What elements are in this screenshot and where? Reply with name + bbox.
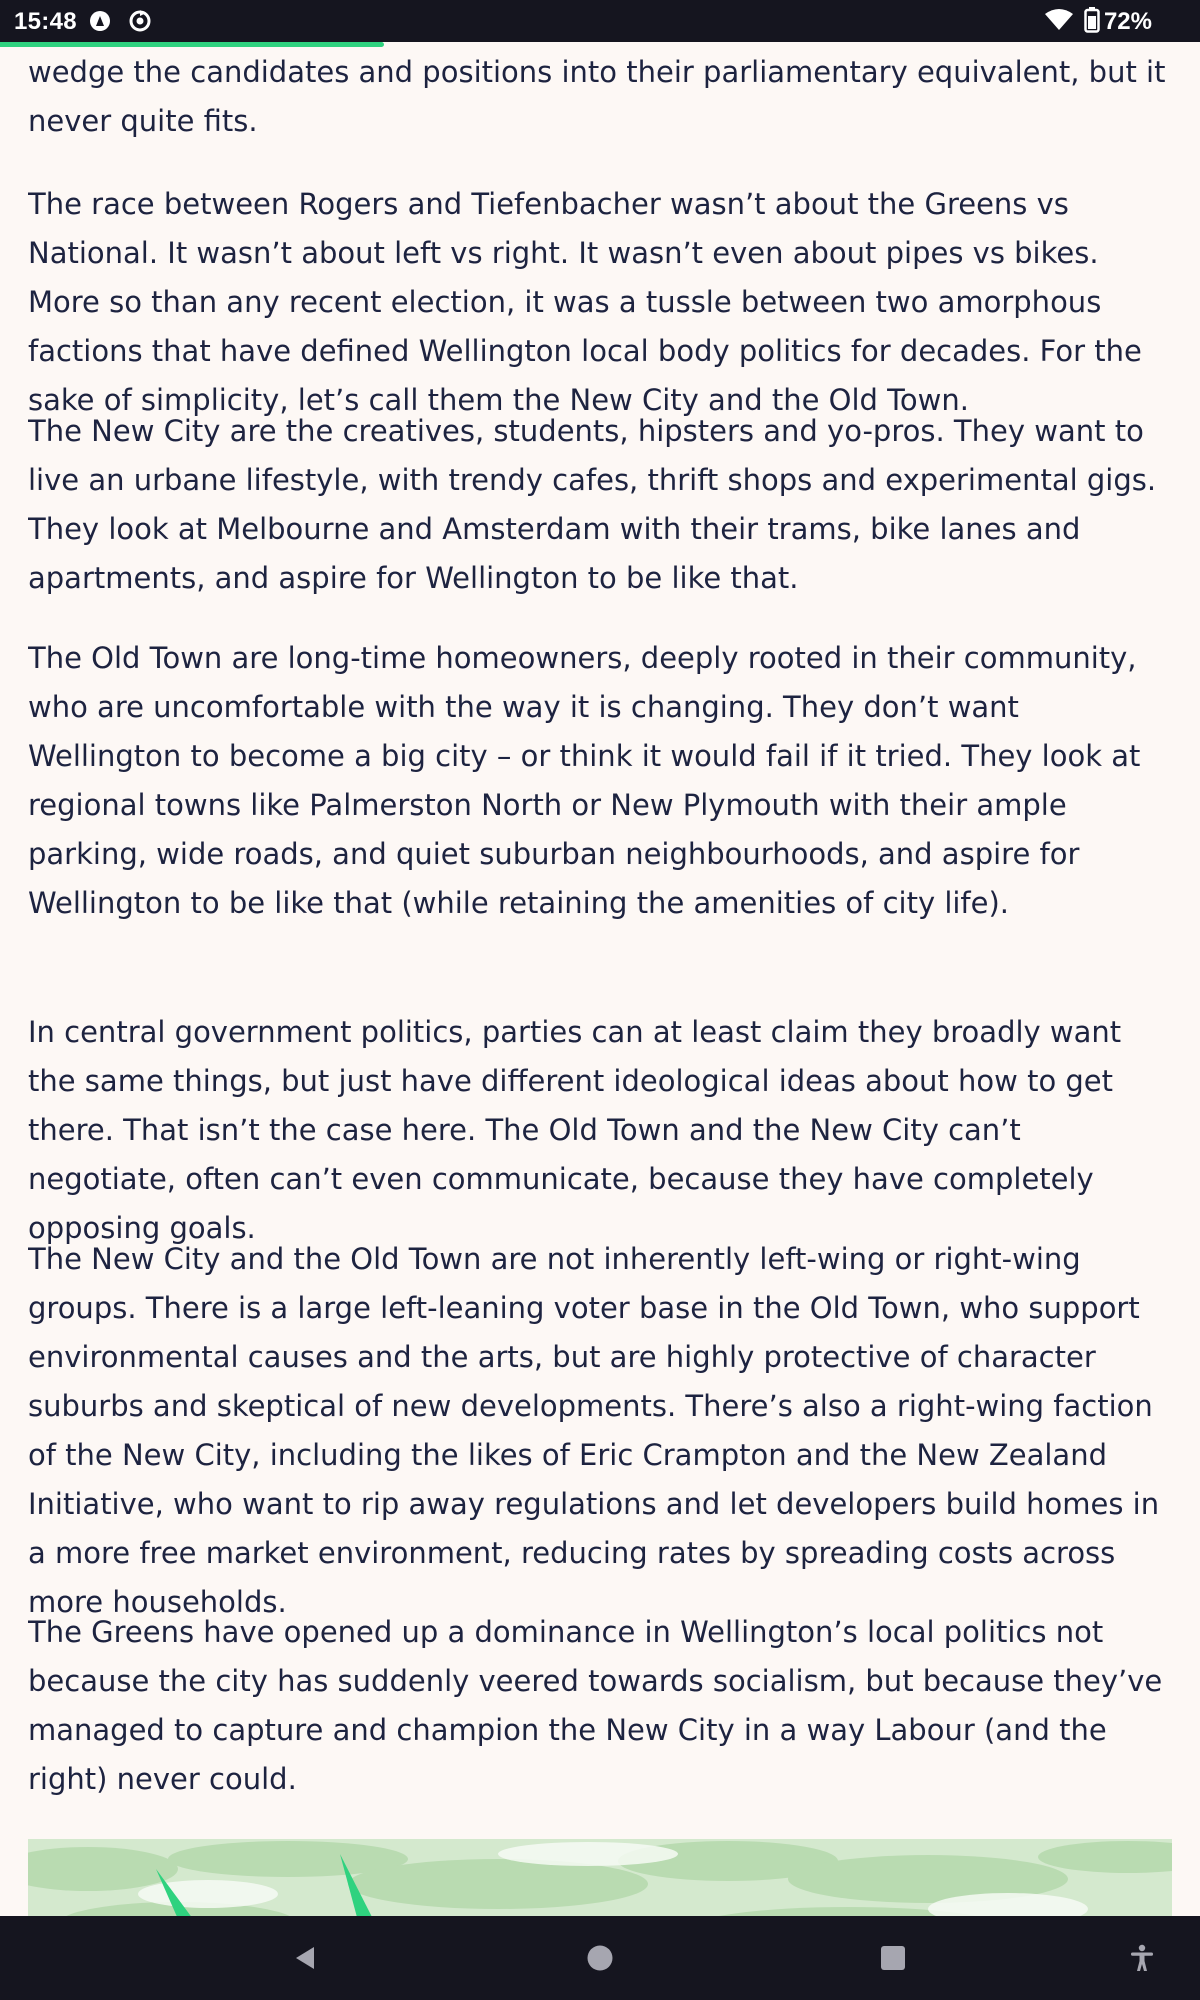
accessibility-icon: [1127, 1943, 1157, 1973]
battery-percent: 72%: [1103, 8, 1152, 35]
home-icon: [585, 1943, 615, 1973]
recents-icon: [878, 1943, 908, 1973]
article-paragraph: wedge the candidates and positions into their parliamentary equivalent, but it never quite fits.: [28, 55, 1166, 138]
status-time: 15:48: [14, 8, 77, 35]
article-body[interactable]: [28, 42, 1176, 1916]
article-paragraph: The New City and the Old Town are not inherently left-wing or right-wing groups. There is a large left-leaning voter base in the Old Town, who support environmental causes and the arts, but are highly protective of character suburbs and skeptical of new developments. There’s also a right-wing faction of the New City, including the likes of Eric Crampton and the New Zealand Initiative, who want to rip away regulations and let developers build homes in a more free market environment, reducing rates by spreading costs across more households.: [28, 1242, 1160, 1619]
article-paragraph: The New City are the creatives, students, hipsters and yo-pros. They want to live an urbane lifestyle, with trendy cafes, thrift shops and experimental gigs. They look at Melbourne and Amsterdam with their trams, bike lanes and apartments, and aspire for Wellington to be like that.: [28, 414, 1157, 595]
sync-icon: [128, 9, 152, 38]
accessibility-button[interactable]: [1092, 1916, 1192, 2000]
navigation-bar: [0, 1916, 1200, 2000]
back-icon: [290, 1943, 320, 1973]
home-button[interactable]: [550, 1916, 650, 2000]
article-image[interactable]: [28, 1839, 1172, 1916]
wifi-icon: [1044, 8, 1074, 37]
article-paragraph: In central government politics, parties can at least claim they broadly want the same things, but just have different ideological ideas about how to get there. That isn’t the case here. The Old Town and the New City can’t negotiate, often can’t even communicate, because they have completely opposing goals.: [28, 1015, 1122, 1245]
battery-icon: [1084, 7, 1100, 38]
recents-button[interactable]: [843, 1916, 943, 2000]
back-button[interactable]: [255, 1916, 355, 2000]
status-bar: [0, 0, 1200, 42]
vpn-icon: [88, 9, 112, 38]
article-paragraph: The Old Town are long-time homeowners, deeply rooted in their community, who are uncomfortable with the way it is changing. They don’t want Wellington to become a big city – or think it would fail if it tried. They look at regional towns like Palmerston North or New Plymouth with their ample parking, wide roads, and quiet suburban neighbourhoods, and aspire for Wellington to be like that (while retaining the amenities of city life).: [28, 641, 1141, 920]
article-paragraph: The Greens have opened up a dominance in Wellington’s local politics not because the city has suddenly veered towards socialism, but because they’ve managed to capture and champion the New City in a way Labour (and the right) never could.: [28, 1615, 1163, 1796]
article-paragraph: The race between Rogers and Tiefenbacher wasn’t about the Greens vs National. It wasn’t about left vs right. It wasn’t even about pipes vs bikes. More so than any recent election, it was a tussle between two amorphous factions that have defined Wellington local body politics for decades. For the sake of simplicity, let’s call them the New City and the Old Town.: [28, 187, 1142, 417]
